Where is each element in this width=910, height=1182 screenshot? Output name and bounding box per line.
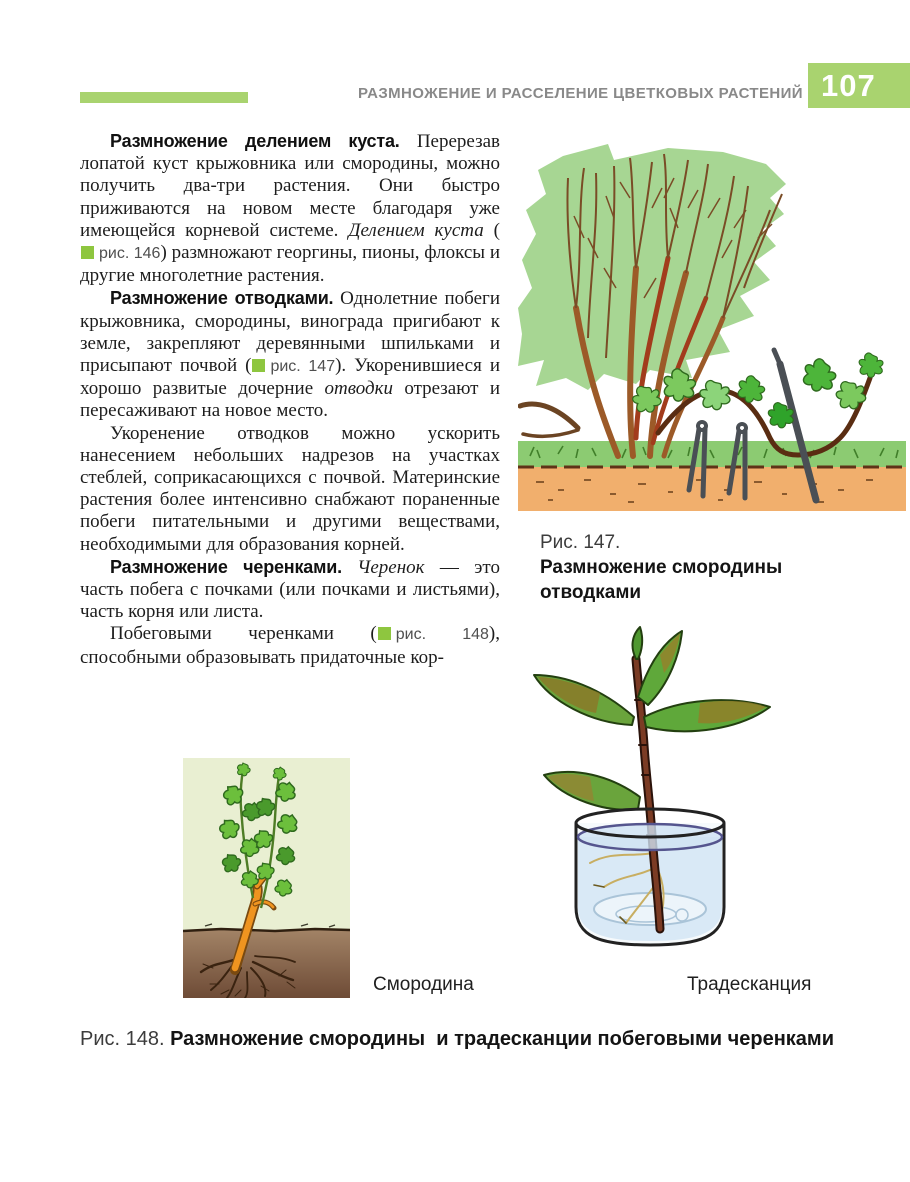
fig147-currant-layering-illustration (518, 138, 906, 516)
fig147-caption-line2: отводками (540, 582, 642, 603)
run-in-heading: Размножение черенками. (110, 556, 342, 577)
body-text: Однолетние побеги крыжовника, смородины, винограда пригибают к земле, закрепляют деревянными шпильками и присыпают почвой ( (80, 288, 500, 377)
figure-reference: рис. 146 (80, 245, 160, 262)
fig147-caption-line1: Размножение смородины (540, 557, 783, 578)
glass-bottom-highlight (594, 893, 706, 925)
fig148-number: Рис. 148. (80, 1028, 171, 1050)
figure-reference: рис. 148 (377, 626, 489, 643)
running-header: РАЗМНОЖЕНИЕ И РАССЕЛЕНИЕ ЦВЕТКОВЫХ РАСТЕНИЙ (358, 85, 803, 102)
page-number-badge: 107 (808, 63, 910, 108)
fig148-caption (80, 1028, 834, 1051)
emphasized-term: отводки (324, 378, 393, 400)
figure-reference: рис. 147 (251, 358, 335, 375)
label-tradescantia: Традесканция (687, 974, 812, 995)
fig148-tradescantia-illustration (530, 625, 780, 955)
run-in-heading: Размножение отводками. (110, 288, 334, 309)
body-text: ( (483, 219, 501, 241)
paragraph-division-of-bush (80, 130, 500, 287)
paragraph-shoot-cuttings (80, 623, 500, 668)
body-text-column (80, 130, 500, 669)
header-accent-bar (80, 92, 248, 103)
body-text: ) размножают георгины, пионы, флоксы и другие многолетние растения. (80, 242, 501, 287)
body-text: — это часть побега с почками (или почками и листьями), часть корня или листа. (80, 556, 500, 623)
soil (183, 930, 350, 998)
emphasized-term: Черенок (357, 556, 425, 578)
body-text: ). Укоренившиеся и хорошо развитые дочерние (80, 355, 501, 400)
fig148-currant-cutting-illustration (183, 758, 350, 998)
body-text: Перерезав лопатой куст крыжовника или смородины, можно получить два-три растения. Они быстро приживаются на новом месте благодаря уже имеющейся корневой системе. (80, 131, 500, 241)
leaves (534, 627, 770, 810)
run-in-heading: Размножение делением куста. (110, 131, 400, 151)
body-text (342, 557, 357, 578)
paragraph-layering-rooting (80, 423, 500, 556)
paragraph-layering (80, 287, 500, 422)
soil-band (518, 467, 906, 511)
figure-marker-icon (378, 627, 391, 640)
body-text: Укоренение отводков можно ускорить нанесением небольших надрезов на участках стеблей, соприкасающихся с почвой. Материнские растения более интенсивно снабжают пораненные побеги питательными и другими веществами, необходимыми для образования корней. (80, 422, 500, 555)
emphasized-term: Делением куста (348, 219, 484, 241)
fig148-caption-text: Размножение смородины и традесканции побеговыми черенками (170, 1028, 834, 1050)
body-text: ), способными образовывать придаточные кор- (80, 623, 500, 668)
fig147-caption (540, 530, 782, 605)
body-text: отрезают и пересаживают на новое место. (80, 378, 500, 422)
figure-marker-icon (252, 359, 265, 372)
paragraph-cuttings (80, 556, 500, 624)
figure-marker-icon (81, 246, 94, 259)
body-text: Побеговыми черенками ( (110, 623, 377, 645)
fig147-number: Рис. 147. (540, 532, 621, 553)
label-smorodina: Смородина (373, 974, 474, 995)
